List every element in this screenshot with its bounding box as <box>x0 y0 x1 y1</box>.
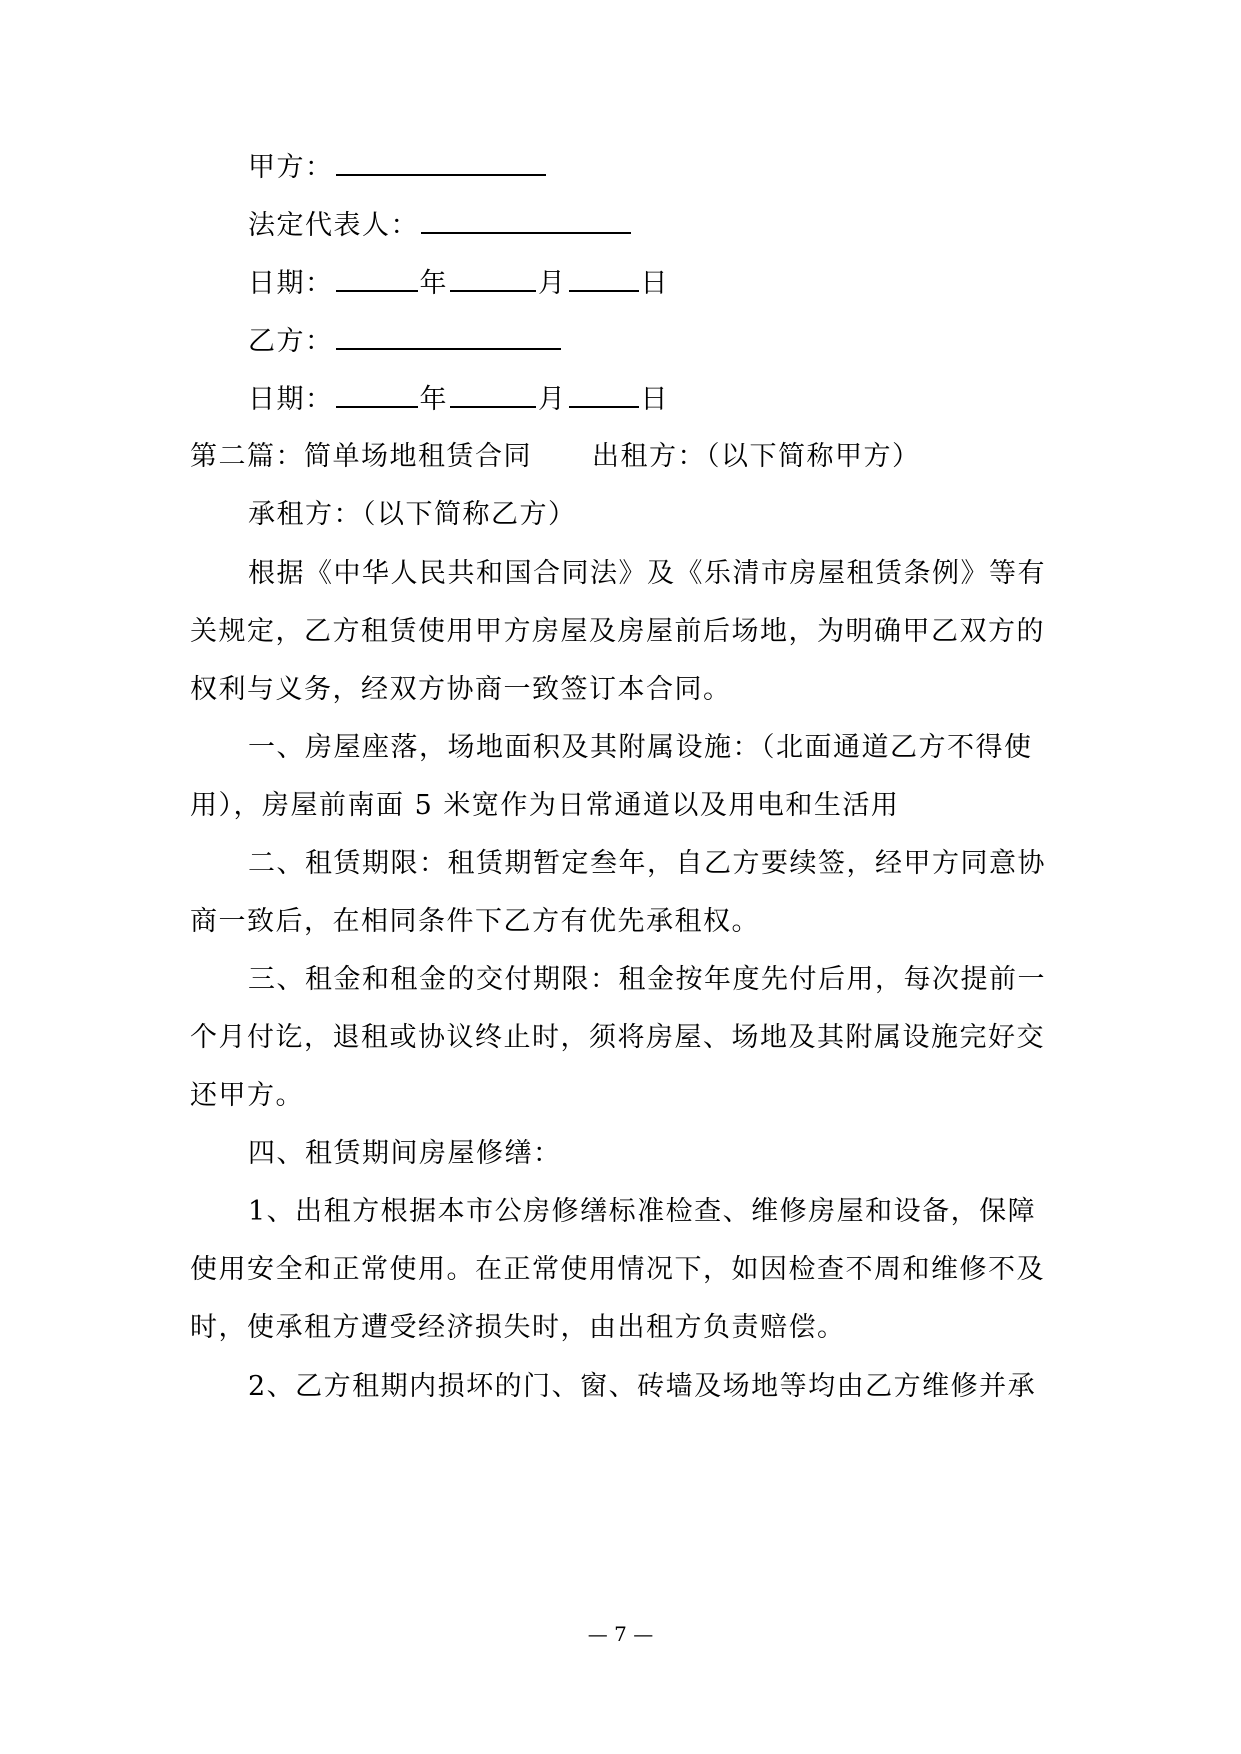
date1-year: 年 <box>419 268 448 299</box>
body-line: 二、租赁期限：租赁期暂定叁年，自乙方要续签，经甲方同意协 <box>248 848 1046 879</box>
legal-rep-line <box>248 206 1070 244</box>
party-b-line <box>248 322 1070 360</box>
party-b-blank <box>336 322 561 350</box>
date1-line <box>248 264 1070 302</box>
date2-month-blank <box>450 380 536 408</box>
body-line: 根据《中华人民共和国合同法》及《乐清市房屋租赁条例》等有 <box>248 558 1046 589</box>
party-b-label: 乙方： <box>248 326 334 357</box>
date2-label: 日期： <box>248 384 334 415</box>
body-line: 商一致后，在相同条件下乙方有优先承租权。 <box>190 906 760 937</box>
party-a-line <box>248 148 1070 186</box>
page-number: — 7 — <box>587 1622 654 1646</box>
lessee-label: 承租方：（以下简称乙方） <box>248 499 577 530</box>
legal-rep-blank <box>421 206 631 234</box>
party-a-blank <box>336 148 546 176</box>
date2-year: 年 <box>419 384 448 415</box>
body-line: 2、乙方租期内损坏的门、窗、砖墙及场地等均由乙方维修并承 <box>248 1371 1037 1402</box>
body-line: 一、房屋座落，场地面积及其附属设施：（北面通道乙方不得使 <box>248 732 1033 763</box>
body-line: 使用安全和正常使用。在正常使用情况下，如因检查不周和维修不及 <box>190 1254 1045 1285</box>
body-line: 三、租金和租金的交付期限：租金按年度先付后用，每次提前一 <box>248 964 1046 995</box>
date1-day: 日 <box>640 268 669 299</box>
section-title: 第二篇：简单场地租赁合同 <box>190 441 532 472</box>
date1-month: 月 <box>538 268 567 299</box>
date1-month-blank <box>450 264 536 292</box>
date1-day-blank <box>569 264 639 292</box>
body-line: 时，使承租方遭受经济损失时，由出租方负责赔偿。 <box>190 1312 846 1343</box>
date2-day-blank <box>569 380 639 408</box>
date2-day: 日 <box>640 384 669 415</box>
date1-label: 日期： <box>248 268 334 299</box>
date2-line <box>248 380 1070 418</box>
party-a-label: 甲方： <box>248 152 334 183</box>
date1-year-blank <box>336 264 418 292</box>
body-line: 权利与义务，经双方协商一致签订本合同。 <box>190 674 732 705</box>
body-line: 关规定，乙方租赁使用甲方房屋及房屋前后场地，为明确甲乙双方的 <box>190 616 1045 647</box>
body-line: 用），房屋前南面 5 米宽作为日常通道以及用电和生活用 <box>190 790 900 821</box>
body-line: 1、出租方根据本市公房修缮标准检查、维修房屋和设备，保障 <box>248 1196 1037 1227</box>
date2-month: 月 <box>538 384 567 415</box>
date2-year-blank <box>336 380 418 408</box>
body-line: 个月付讫，退租或协议终止时，须将房屋、场地及其附属设施完好交 <box>190 1022 1045 1053</box>
body-line: 还甲方。 <box>190 1080 304 1111</box>
lessor-label: 出租方：（以下简称甲方） <box>592 441 921 472</box>
section-heading <box>190 439 1070 475</box>
body-line: 四、租赁期间房屋修缮： <box>248 1138 562 1169</box>
legal-rep-label: 法定代表人： <box>248 210 419 241</box>
